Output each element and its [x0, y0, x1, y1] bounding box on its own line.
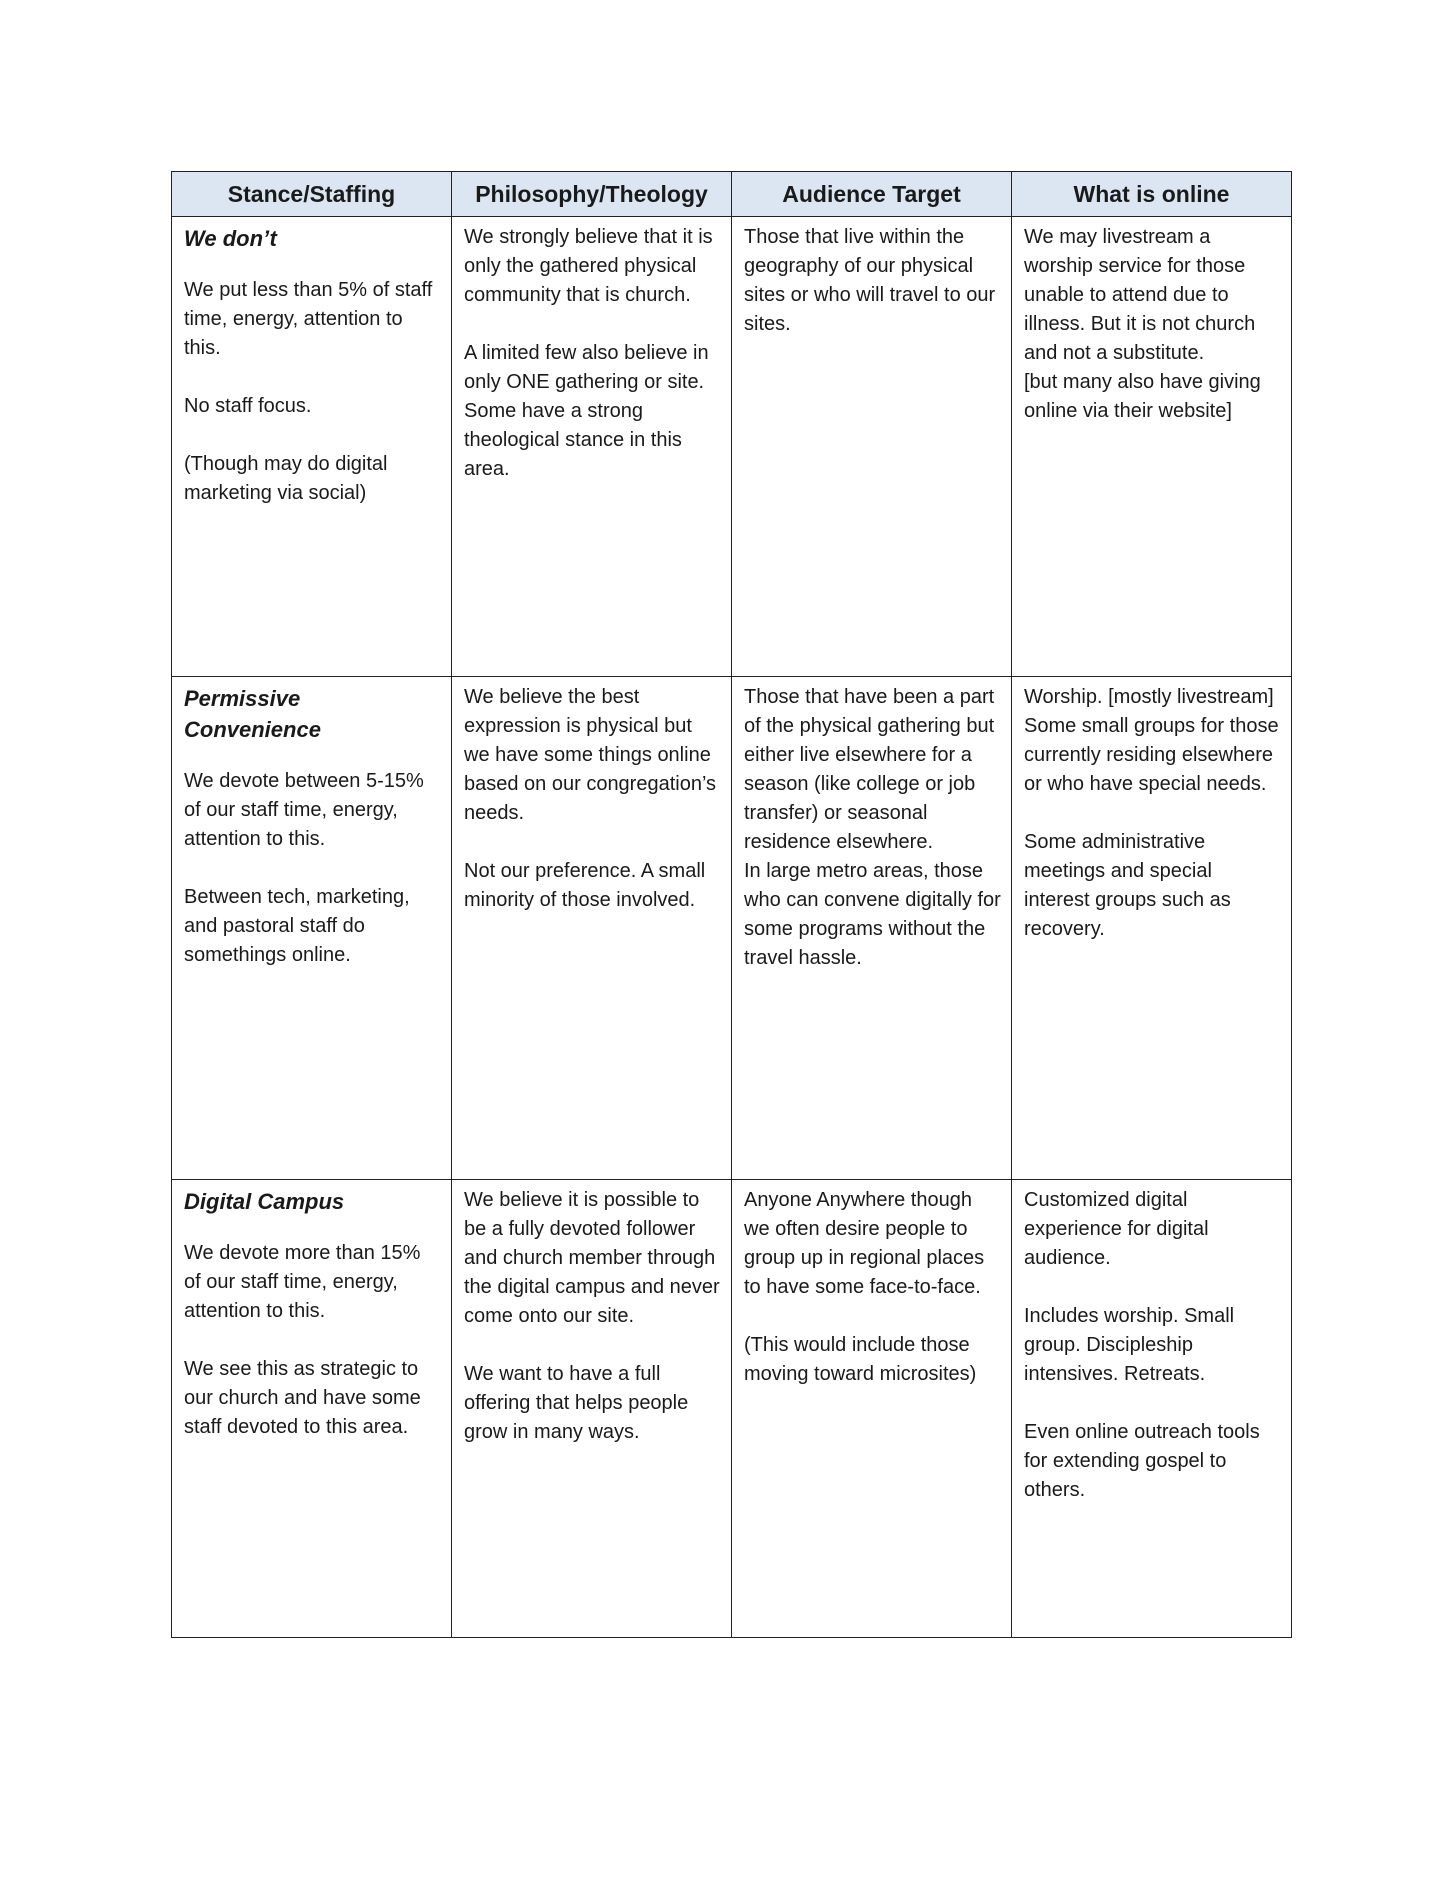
- online-text: Customized digital experience for digital audience.: [1024, 1189, 1209, 1269]
- philosophy-cell: [452, 217, 732, 677]
- audience-text: Those that live within the geography of our physical sites or who will travel to our sites.: [744, 226, 996, 335]
- audience-cell: [732, 1180, 1012, 1638]
- table-row: [172, 677, 1292, 1180]
- philosophy-text: Not our preference. A small minority of those involved.: [464, 860, 706, 911]
- audience-cell: [732, 217, 1012, 677]
- header-row: [172, 172, 1292, 217]
- online-cell: [1012, 1180, 1292, 1638]
- stance-cell: [172, 677, 452, 1180]
- stance-text: No staff focus.: [184, 395, 312, 417]
- philosophy-text: A limited few also believe in only ONE gathering or site. Some have a strong theological stance in this area.: [464, 342, 709, 480]
- table-row: [172, 1180, 1292, 1638]
- online-text: We may livestream a worship service for those unable to attend due to illness. But it is not church and not a substitute.: [1024, 226, 1256, 364]
- header-stance-staffing: Stance/Staffing: [172, 172, 452, 217]
- comparison-table: [171, 171, 1292, 1638]
- online-cell: [1012, 217, 1292, 677]
- audience-text: (This would include those moving toward microsites): [744, 1334, 977, 1385]
- online-text: Even online outreach tools for extending gospel to others.: [1024, 1421, 1260, 1501]
- table-header: [172, 172, 1292, 217]
- audience-text: In large metro areas, those who can convene digitally for some programs without the travel hassle.: [744, 860, 1001, 969]
- philosophy-cell: [452, 1180, 732, 1638]
- stance-text: We devote between 5-15% of our staff time, energy, attention to this.: [184, 770, 424, 850]
- philosophy-cell: [452, 677, 732, 1180]
- philosophy-text: We believe the best expression is physical but we have some things online based on our congregation’s needs.: [464, 686, 717, 824]
- audience-text: Those that have been a part of the physical gathering but either live elsewhere for a season (like college or job transfer) or seasonal residence elsewhere.: [744, 686, 995, 853]
- stance-title: Digital Campus: [184, 1189, 345, 1214]
- header-philosophy-theology: Philosophy/Theology: [452, 172, 732, 217]
- online-cell: [1012, 677, 1292, 1180]
- stance-cell: [172, 217, 452, 677]
- header-audience-target: Audience Target: [732, 172, 1012, 217]
- header-what-is-online: What is online: [1012, 172, 1292, 217]
- stance-title: Permissive Convenience: [184, 686, 321, 742]
- stance-text: We devote more than 15% of our staff time, energy, attention to this.: [184, 1242, 421, 1322]
- stance-text: Between tech, marketing, and pastoral staff do somethings online.: [184, 886, 410, 966]
- stance-text: (Though may do digital marketing via social): [184, 453, 388, 504]
- online-text: Worship. [mostly livestream]: [1024, 686, 1274, 708]
- table-body: [172, 217, 1292, 1638]
- stance-text: We see this as strategic to our church and have some staff devoted to this area.: [184, 1358, 421, 1438]
- stance-cell: [172, 1180, 452, 1638]
- online-text: Some small groups for those currently residing elsewhere or who have special needs.: [1024, 715, 1279, 795]
- audience-text: Anyone Anywhere though we often desire people to group up in regional places to have some face-to-face.: [744, 1189, 985, 1298]
- philosophy-text: We believe it is possible to be a fully devoted follower and church member through the digital campus and never come onto our site.: [464, 1189, 720, 1327]
- stance-text: We put less than 5% of staff time, energy, attention to this.: [184, 279, 433, 359]
- online-text: Some administrative meetings and special interest groups such as recovery.: [1024, 831, 1231, 940]
- online-text: Includes worship. Small group. Discipleship intensives. Retreats.: [1024, 1305, 1235, 1385]
- philosophy-text: We want to have a full offering that helps people grow in many ways.: [464, 1363, 689, 1443]
- stance-title: We don’t: [184, 226, 277, 251]
- table-row: [172, 217, 1292, 677]
- audience-cell: [732, 677, 1012, 1180]
- online-text: [but many also have giving online via their website]: [1024, 371, 1261, 422]
- philosophy-text: We strongly believe that it is only the gathered physical community that is church.: [464, 226, 713, 306]
